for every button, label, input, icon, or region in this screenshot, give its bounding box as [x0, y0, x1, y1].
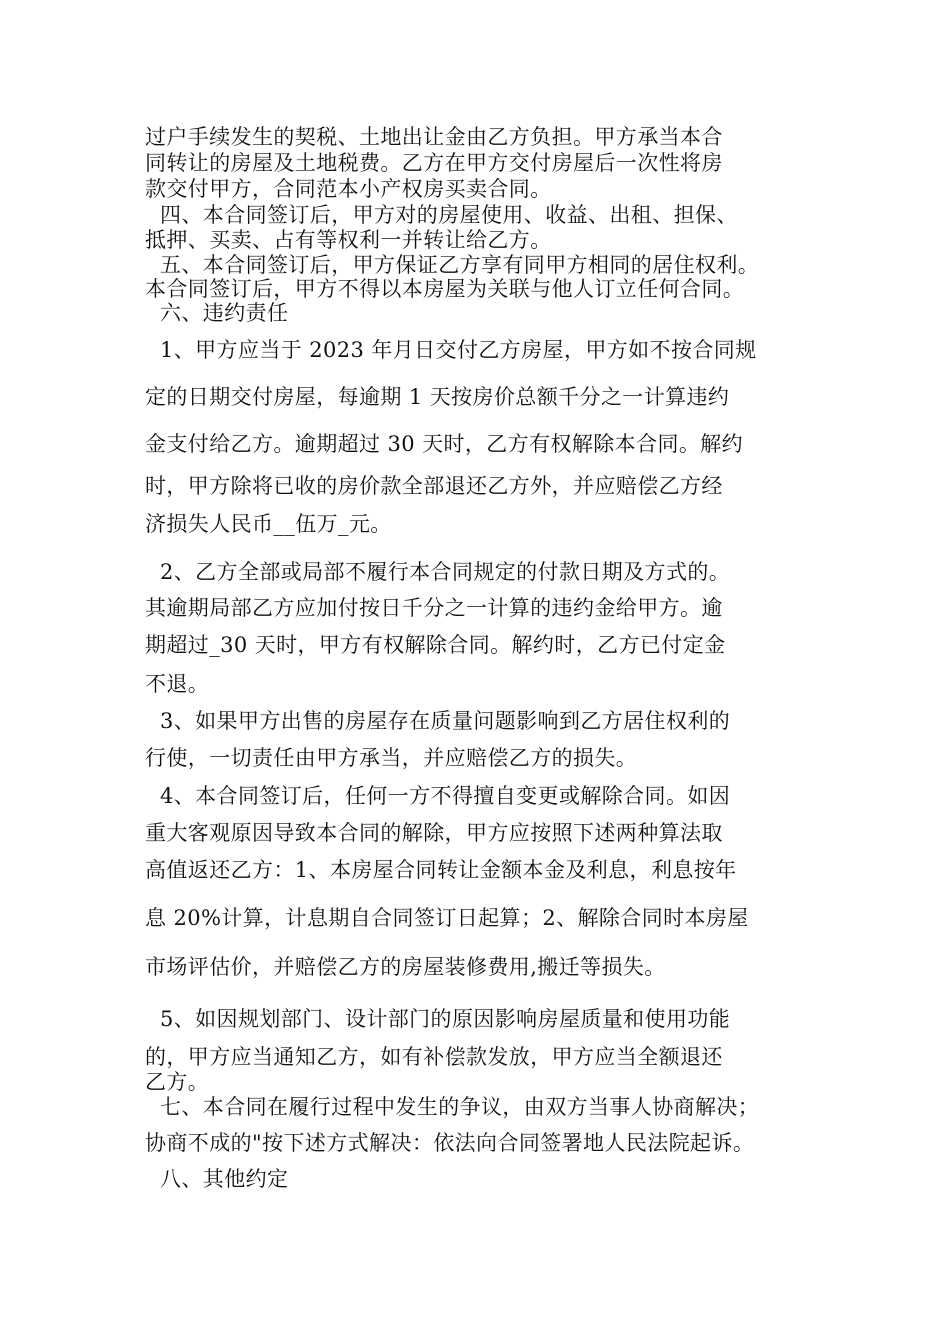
text-line: 金支付给乙方。逾期超过 30 天时，乙方有权解除本合同。解约	[145, 432, 744, 456]
text-line: 过户手续发生的契税、土地出让金由乙方负担。甲方承当本合	[145, 125, 723, 149]
text-line: 行使，一切责任由甲方承当，并应赔偿乙方的损失。	[145, 746, 638, 770]
text-line: 1、甲方应当于 2023 年月日交付乙方房屋，甲方如不按合同规	[160, 338, 757, 362]
text-line: 高值返还乙方：1、本房屋合同转让金额本金及利息，利息按年	[145, 858, 737, 882]
text-line: 济损失人民币__伍万_元。	[145, 512, 392, 536]
text-line: 的，甲方应当通知乙方，如有补偿款发放，甲方应当全额退还	[145, 1045, 723, 1069]
text-line: 七、本合同在履行过程中发生的争议，由双方当事人协商解决；	[160, 1095, 760, 1119]
text-line: 5、如因规划部门、设计部门的原因影响房屋质量和使用功能	[160, 1007, 731, 1031]
text-line: 时，甲方除将已收的房价款全部退还乙方外，并应赔偿乙方经	[145, 474, 723, 498]
text-line: 期超过_30 天时，甲方有权解除合同。解约时，乙方已付定金	[145, 633, 726, 657]
text-line: 市场评估价，并赔偿乙方的房屋装修费用,搬迁等损失。	[145, 955, 666, 979]
text-line: 定的日期交付房屋，每逾期 1 天按房价总额千分之一计算违约	[145, 385, 730, 409]
text-line: 五、本合同签订后，甲方保证乙方享有同甲方相同的居住权利。	[160, 253, 760, 277]
text-line: 其逾期局部乙方应加付按日千分之一计算的违约金给甲方。逾	[145, 596, 723, 620]
text-line: 协商不成的"按下述方式解决：依法向合同签署地人民法院起诉。	[145, 1131, 755, 1155]
text-line: 乙方。	[145, 1070, 210, 1094]
text-line: 四、本合同签订后，甲方对的房屋使用、收益、出租、担保、	[160, 203, 738, 227]
text-line: 4、本合同签订后，任何一方不得擅自变更或解除合同。如因	[160, 784, 731, 808]
text-line: 款交付甲方，合同范本小产权房买卖合同。	[145, 177, 552, 201]
text-line: 本合同签订后，甲方不得以本房屋为关联与他人订立任何合同。	[145, 277, 745, 301]
text-line: 重大客观原因导致本合同的解除，甲方应按照下述两种算法取	[145, 821, 723, 845]
text-line: 同转让的房屋及土地税费。乙方在甲方交付房屋后一次性将房	[145, 151, 723, 175]
section-heading: 八、其他约定	[160, 1167, 289, 1191]
section-heading: 六、违约责任	[160, 301, 289, 325]
text-line: 3、如果甲方出售的房屋存在质量问题影响到乙方居住权利的	[160, 709, 731, 733]
text-line: 2、乙方全部或局部不履行本合同规定的付款日期及方式的。	[160, 560, 731, 584]
text-line: 抵押、买卖、占有等权利一并转让给乙方。	[145, 228, 552, 252]
text-line: 息 20%计算，计息期自合同签订日起算；2、解除合同时本房屋	[145, 906, 749, 930]
text-line: 不退。	[145, 672, 210, 696]
